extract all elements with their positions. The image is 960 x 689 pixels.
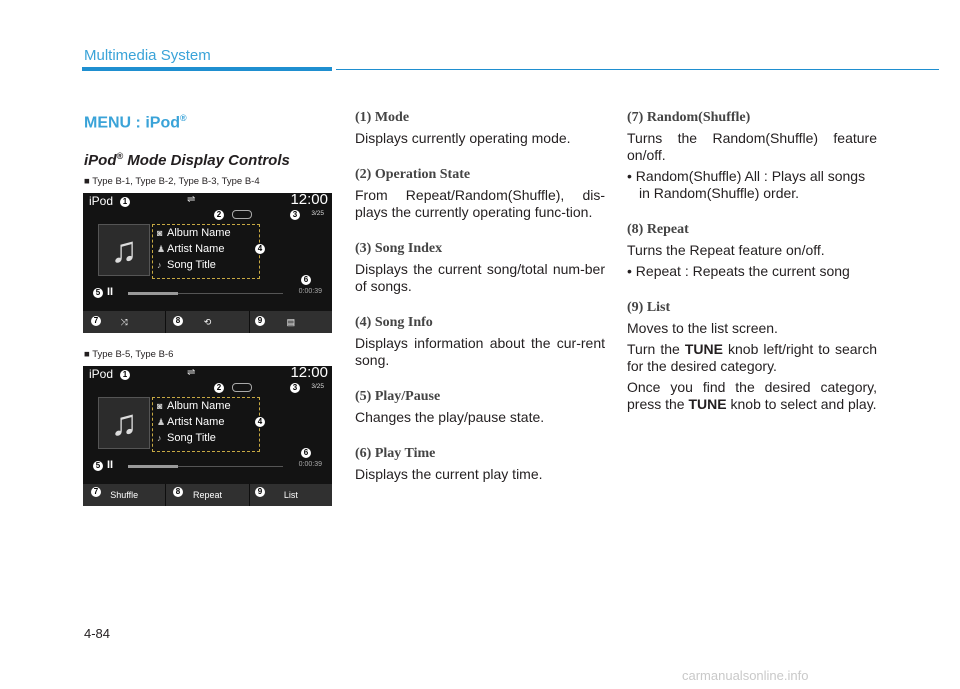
music-note-icon: ♫ (98, 224, 150, 276)
item-desc: Changes the play/pause state. (355, 409, 545, 425)
menu-title: MENU : iPod® (84, 113, 187, 132)
shuffle-button[interactable]: Shuffle (83, 484, 166, 506)
item-desc: Displays the current song/total num-ber of songs. (355, 261, 605, 294)
item-desc: Displays currently operating mode. (355, 130, 571, 146)
play-time: 0:00:39 (298, 288, 322, 295)
progress-track (128, 293, 283, 294)
repeat-state-icon (232, 210, 252, 219)
item-title: (7) Random(Shuffle) (627, 110, 751, 125)
item-desc: Turns the Repeat feature on/off. (627, 242, 825, 258)
description-column-1 (355, 110, 605, 503)
song-title: Song Title (167, 259, 216, 271)
callout-2: 2 (214, 383, 224, 393)
callout-6: 6 (301, 275, 311, 285)
item-random-shuffle (627, 110, 877, 202)
item-title: (5) Play/Pause (355, 389, 441, 404)
watermark: carmanualsonline.info (682, 668, 809, 683)
item-title: (9) List (627, 300, 671, 315)
callout-1: 1 (120, 370, 130, 380)
callout-4: 4 (255, 244, 265, 254)
screen1 (83, 193, 332, 333)
artist-name: Artist Name (167, 416, 225, 428)
play-pause-button[interactable]: II (107, 286, 114, 298)
song-info (152, 397, 260, 452)
callout-3: 3 (290, 383, 300, 393)
item-mode (355, 110, 605, 147)
clock: 12:00 (290, 366, 328, 381)
subtitle: iPod® Mode Display Controls (84, 151, 290, 169)
callout-5: 5 (93, 288, 103, 298)
callout-6: 6 (301, 448, 311, 458)
header-bar-thin (336, 69, 939, 70)
callout-5: 5 (93, 461, 103, 471)
item-title: (1) Mode (355, 110, 410, 125)
callout-3: 3 (290, 210, 300, 220)
callout-1: 1 (120, 197, 130, 207)
item-bullet: • Repeat : Repeats the current song (627, 263, 850, 279)
item-operation-state (355, 167, 605, 221)
callout-7: 7 (91, 316, 101, 326)
mode-label: iPod (89, 194, 114, 208)
album-icon: ◙ (157, 401, 163, 411)
song-index: 3/25 (311, 210, 324, 217)
item-desc-tune-1: Turn the TUNE knob left/right to search for the desired category. (627, 341, 877, 374)
usb-icon: ⇌ (187, 194, 196, 205)
song-icon: ♪ (157, 260, 162, 270)
shuffle-button[interactable]: ⤨ (83, 311, 166, 333)
callout-7: 7 (91, 487, 101, 497)
album-name: Album Name (167, 400, 231, 412)
music-note-icon: ♫ (98, 397, 150, 449)
item-desc: From Repeat/Random(Shuffle), dis-plays the currently operating func-tion. (355, 187, 605, 220)
list-button[interactable]: ▤ (250, 311, 332, 333)
page-number: 4-84 (84, 626, 111, 641)
callout-4: 4 (255, 417, 265, 427)
artist-name: Artist Name (167, 243, 225, 255)
callout-9: 9 (255, 487, 265, 497)
item-title: (3) Song Index (355, 241, 443, 256)
item-title: (2) Operation State (355, 167, 471, 182)
artist-icon: ♟ (157, 244, 166, 254)
screen2-caption: ■ Type B-5, Type B-6 (84, 349, 174, 360)
header-bar-thick (82, 67, 332, 71)
item-song-index (355, 241, 605, 295)
repeat-button[interactable]: ⟲ (166, 311, 249, 333)
song-index: 3/25 (311, 383, 324, 390)
progress-track (128, 466, 283, 467)
item-desc: Displays information about the cur-rent song. (355, 335, 605, 368)
album-icon: ◙ (157, 228, 163, 238)
mode-label: iPod (89, 367, 114, 381)
song-icon: ♪ (157, 433, 162, 443)
play-time: 0:00:39 (298, 461, 322, 468)
item-title: (8) Repeat (627, 222, 689, 237)
play-pause-button[interactable]: II (107, 459, 114, 471)
item-desc: Displays the current play time. (355, 466, 543, 482)
screen2 (83, 366, 332, 506)
clock: 12:00 (290, 193, 328, 208)
section-title: Multimedia System (84, 47, 211, 64)
item-list (627, 300, 877, 413)
callout-9: 9 (255, 316, 265, 326)
callout-8: 8 (173, 487, 183, 497)
screen1-caption: ■ Type B-1, Type B-2, Type B-3, Type B-4 (84, 176, 260, 187)
description-column-2 (627, 110, 877, 433)
song-title: Song Title (167, 432, 216, 444)
progress-fill (128, 292, 178, 295)
item-play-pause (355, 389, 605, 426)
item-bullet: • Random(Shuffle) All : Plays all songs in Random(Shuffle) order. (627, 168, 866, 201)
item-desc: Turns the Random(Shuffle) feature on/off. (627, 130, 877, 163)
repeat-button[interactable]: Repeat (166, 484, 249, 506)
song-info (152, 224, 260, 279)
callout-2: 2 (214, 210, 224, 220)
button-bar (83, 484, 332, 506)
item-title: (6) Play Time (355, 446, 436, 461)
button-bar (83, 311, 332, 333)
item-title: (4) Song Info (355, 315, 433, 330)
album-name: Album Name (167, 227, 231, 239)
item-desc: Moves to the list screen. (627, 320, 778, 336)
artist-icon: ♟ (157, 417, 166, 427)
usb-icon: ⇌ (187, 367, 196, 378)
repeat-state-icon (232, 383, 252, 392)
item-desc-tune-2: Once you find the desired category, press the TUNE knob to select and play. (627, 379, 877, 412)
item-play-time (355, 446, 605, 483)
callout-8: 8 (173, 316, 183, 326)
progress-fill (128, 465, 178, 468)
list-button[interactable]: List (250, 484, 332, 506)
item-song-info (355, 315, 605, 369)
item-repeat (627, 222, 877, 280)
